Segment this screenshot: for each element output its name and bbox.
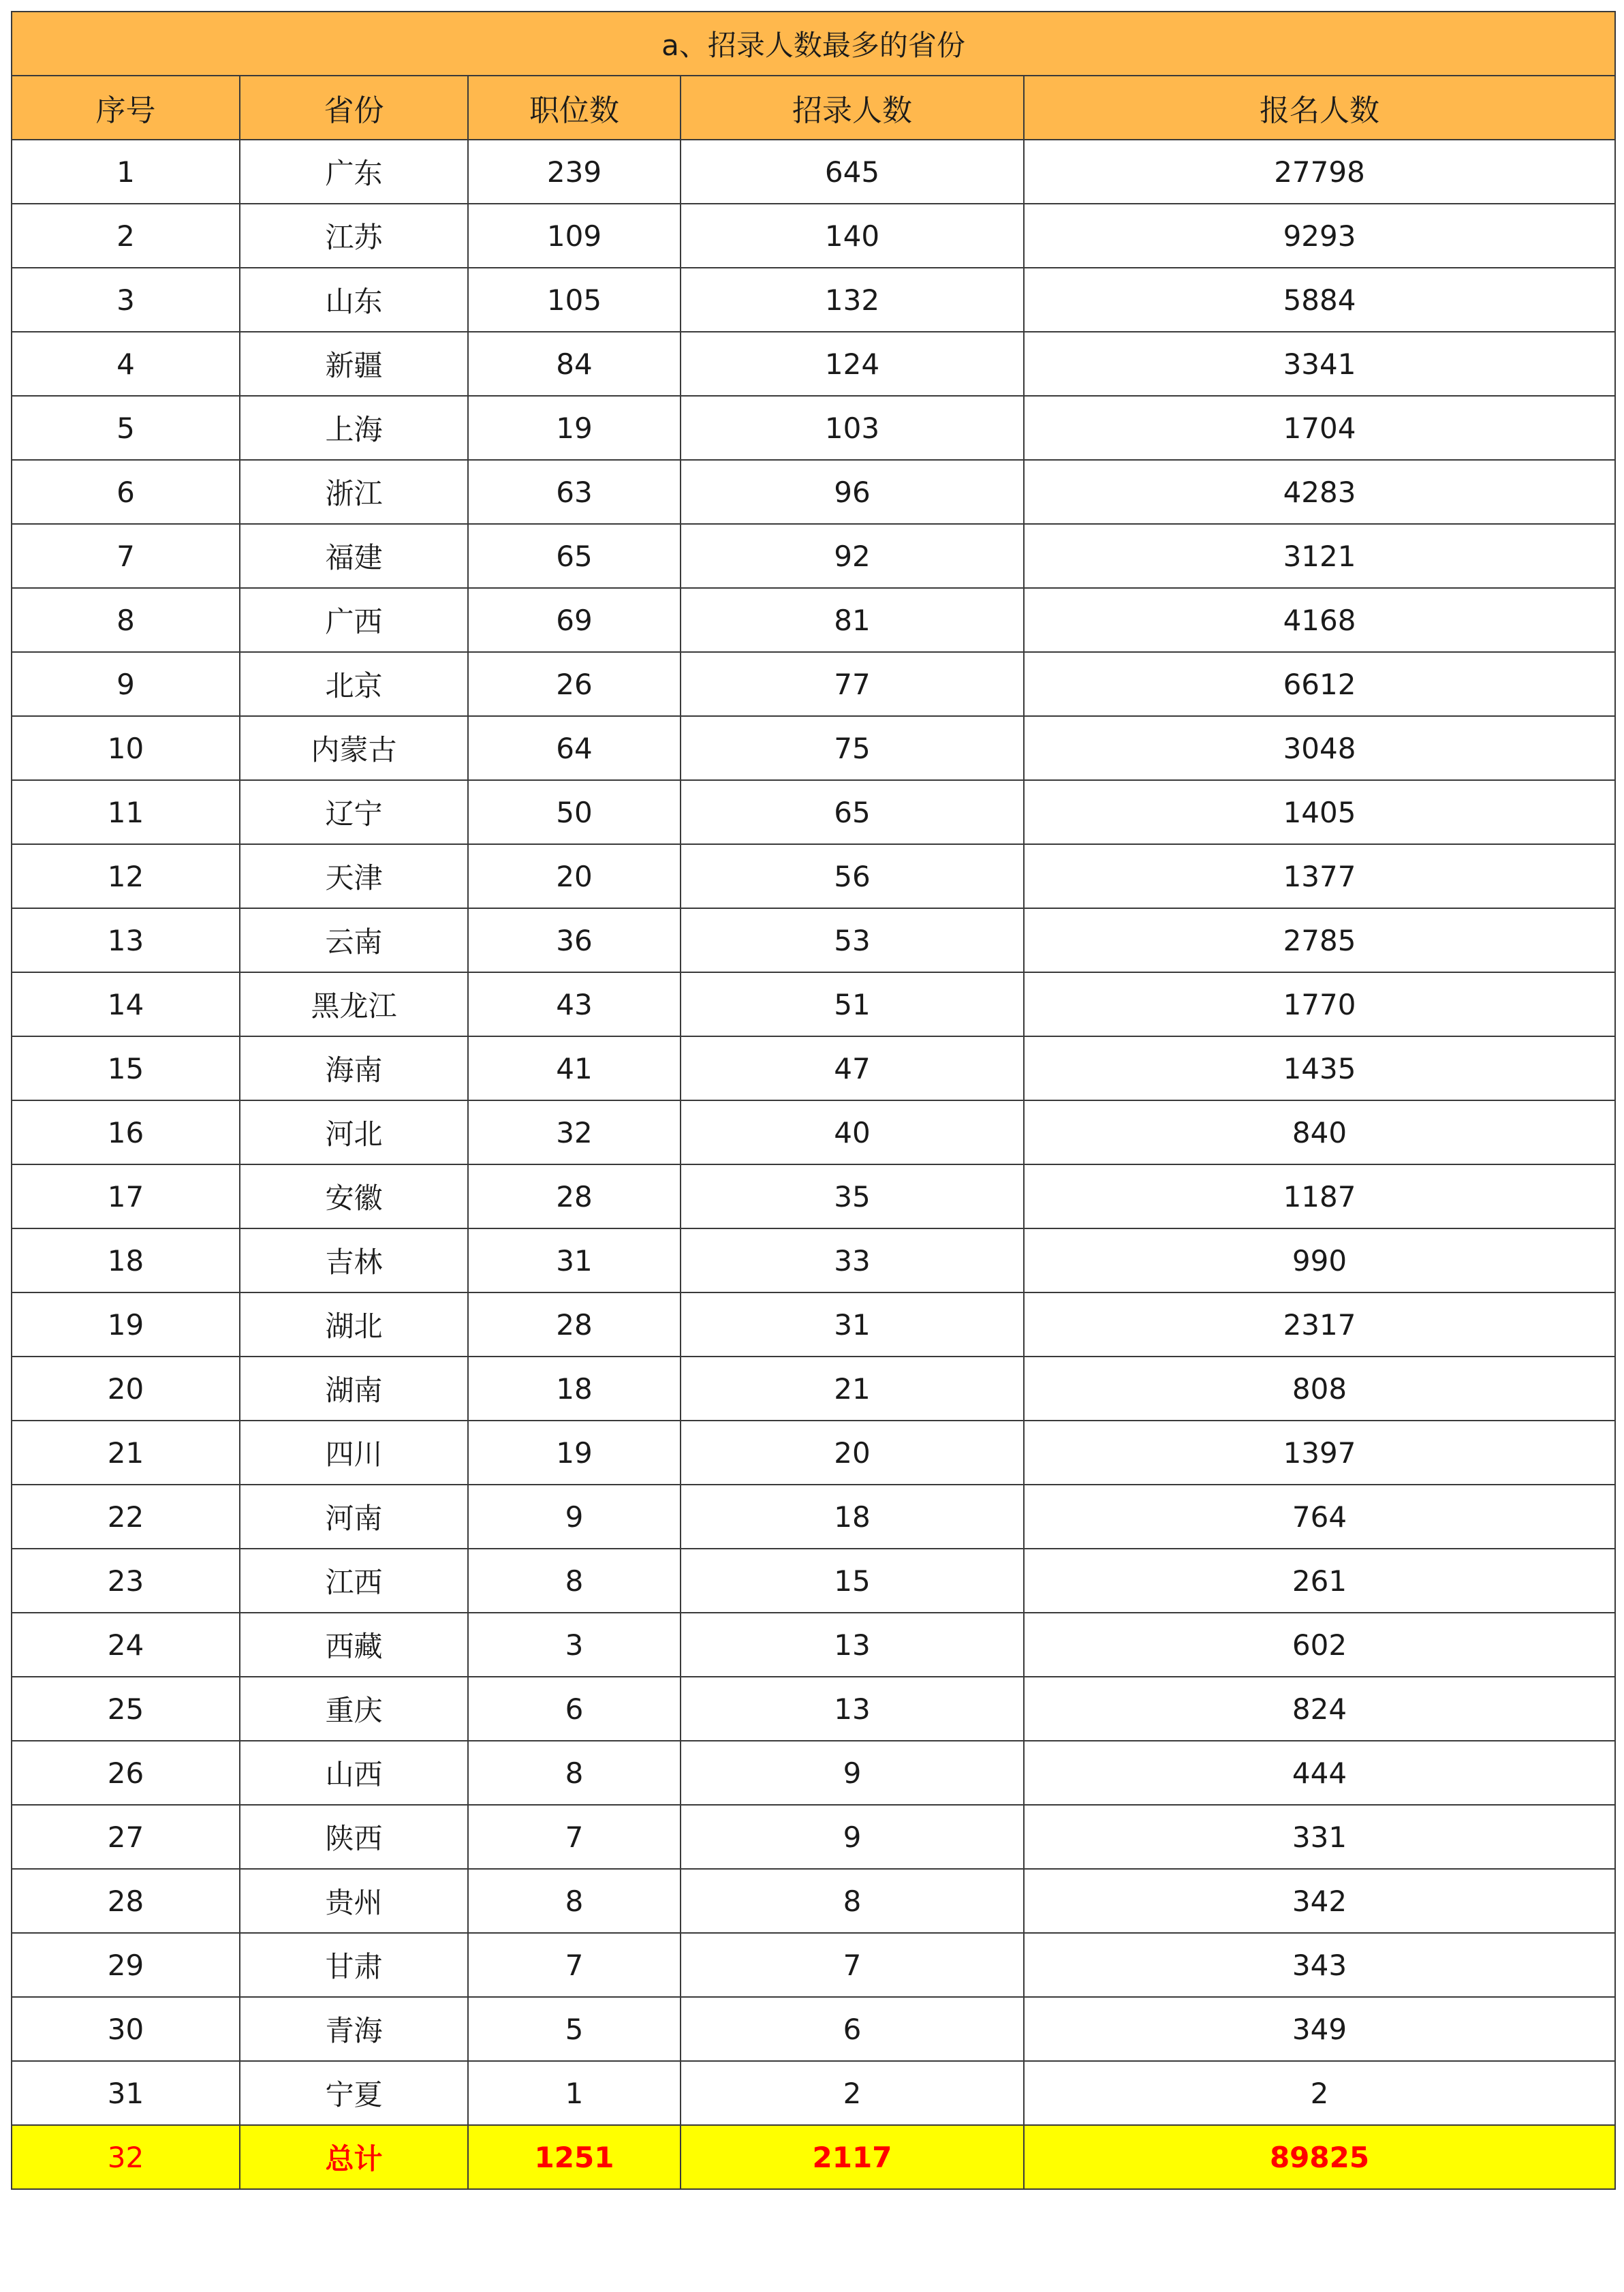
header-recruits: 招录人数: [681, 76, 1024, 140]
cell-recruits: 35: [681, 1164, 1024, 1228]
cell-index: 21: [12, 1421, 240, 1485]
cell-index: 29: [12, 1933, 240, 1997]
cell-province: 吉林: [240, 1228, 468, 1292]
cell-recruits: 33: [681, 1228, 1024, 1292]
cell-province: 山西: [240, 1741, 468, 1805]
cell-recruits: 645: [681, 140, 1024, 204]
table-row: [12, 1100, 1615, 1164]
cell-applicants: 331: [1024, 1805, 1615, 1869]
cell-applicants: 1377: [1024, 844, 1615, 908]
table-row: [12, 1869, 1615, 1933]
cell-applicants: 3341: [1024, 332, 1615, 396]
cell-recruits: 77: [681, 652, 1024, 716]
cell-index: 16: [12, 1100, 240, 1164]
total-recruits: 2117: [681, 2125, 1024, 2189]
table-row: [12, 1421, 1615, 1485]
cell-applicants: 1435: [1024, 1036, 1615, 1100]
cell-applicants: 990: [1024, 1228, 1615, 1292]
cell-applicants: 3048: [1024, 716, 1615, 780]
table-row: [12, 1613, 1615, 1677]
cell-positions: 28: [468, 1164, 681, 1228]
cell-province: 黑龙江: [240, 972, 468, 1036]
total-positions: 1251: [468, 2125, 681, 2189]
table-row: [12, 908, 1615, 972]
table-row: [12, 1741, 1615, 1805]
cell-province: 河南: [240, 1485, 468, 1549]
cell-province: 四川: [240, 1421, 468, 1485]
cell-applicants: 27798: [1024, 140, 1615, 204]
cell-positions: 41: [468, 1036, 681, 1100]
table-row: [12, 1292, 1615, 1357]
cell-recruits: 40: [681, 1100, 1024, 1164]
cell-province: 湖北: [240, 1292, 468, 1357]
cell-index: 19: [12, 1292, 240, 1357]
cell-positions: 109: [468, 204, 681, 268]
cell-positions: 28: [468, 1292, 681, 1357]
cell-recruits: 56: [681, 844, 1024, 908]
cell-index: 27: [12, 1805, 240, 1869]
table-row: [12, 2061, 1615, 2125]
cell-index: 31: [12, 2061, 240, 2125]
cell-positions: 7: [468, 1933, 681, 1997]
cell-applicants: 6612: [1024, 652, 1615, 716]
cell-positions: 1: [468, 2061, 681, 2125]
cell-index: 15: [12, 1036, 240, 1100]
cell-positions: 239: [468, 140, 681, 204]
table-row: [12, 1677, 1615, 1741]
total-label: 总计: [240, 2125, 468, 2189]
total-index: 32: [12, 2125, 240, 2189]
table-row: [12, 1997, 1615, 2061]
cell-positions: 84: [468, 332, 681, 396]
cell-recruits: 92: [681, 524, 1024, 588]
cell-province: 北京: [240, 652, 468, 716]
cell-recruits: 6: [681, 1997, 1024, 2061]
cell-recruits: 75: [681, 716, 1024, 780]
cell-province: 湖南: [240, 1357, 468, 1421]
cell-province: 浙江: [240, 460, 468, 524]
header-row: [12, 76, 1615, 140]
cell-recruits: 9: [681, 1741, 1024, 1805]
table-row: [12, 1357, 1615, 1421]
cell-applicants: 1397: [1024, 1421, 1615, 1485]
table-row: [12, 1933, 1615, 1997]
table-row: [12, 140, 1615, 204]
cell-positions: 50: [468, 780, 681, 844]
cell-index: 3: [12, 268, 240, 332]
cell-index: 9: [12, 652, 240, 716]
table-row: [12, 1036, 1615, 1100]
table-row: [12, 780, 1615, 844]
cell-positions: 8: [468, 1869, 681, 1933]
cell-index: 13: [12, 908, 240, 972]
cell-recruits: 124: [681, 332, 1024, 396]
cell-applicants: 4283: [1024, 460, 1615, 524]
cell-positions: 63: [468, 460, 681, 524]
cell-province: 广东: [240, 140, 468, 204]
cell-index: 1: [12, 140, 240, 204]
cell-province: 西藏: [240, 1613, 468, 1677]
cell-recruits: 15: [681, 1549, 1024, 1613]
cell-index: 11: [12, 780, 240, 844]
cell-recruits: 7: [681, 1933, 1024, 1997]
cell-positions: 19: [468, 396, 681, 460]
table-title: a、招录人数最多的省份: [12, 12, 1615, 76]
cell-positions: 69: [468, 588, 681, 652]
cell-province: 新疆: [240, 332, 468, 396]
table-row: [12, 1228, 1615, 1292]
cell-index: 12: [12, 844, 240, 908]
table-row: [12, 588, 1615, 652]
cell-province: 山东: [240, 268, 468, 332]
cell-index: 20: [12, 1357, 240, 1421]
cell-positions: 6: [468, 1677, 681, 1741]
table-row: [12, 1485, 1615, 1549]
cell-positions: 18: [468, 1357, 681, 1421]
cell-applicants: 9293: [1024, 204, 1615, 268]
cell-recruits: 132: [681, 268, 1024, 332]
cell-province: 安徽: [240, 1164, 468, 1228]
header-index: 序号: [12, 76, 240, 140]
cell-index: 22: [12, 1485, 240, 1549]
cell-index: 2: [12, 204, 240, 268]
cell-recruits: 51: [681, 972, 1024, 1036]
table-row: [12, 1805, 1615, 1869]
cell-applicants: 1770: [1024, 972, 1615, 1036]
table-row: [12, 268, 1615, 332]
cell-province: 宁夏: [240, 2061, 468, 2125]
cell-recruits: 2: [681, 2061, 1024, 2125]
cell-recruits: 13: [681, 1613, 1024, 1677]
cell-applicants: 764: [1024, 1485, 1615, 1549]
total-row: [12, 2125, 1615, 2189]
header-applicants: 报名人数: [1024, 76, 1615, 140]
cell-positions: 20: [468, 844, 681, 908]
cell-positions: 8: [468, 1741, 681, 1805]
table-row: [12, 332, 1615, 396]
cell-index: 24: [12, 1613, 240, 1677]
cell-province: 广西: [240, 588, 468, 652]
cell-province: 天津: [240, 844, 468, 908]
cell-province: 贵州: [240, 1869, 468, 1933]
cell-province: 江苏: [240, 204, 468, 268]
cell-province: 江西: [240, 1549, 468, 1613]
cell-positions: 7: [468, 1805, 681, 1869]
cell-applicants: 261: [1024, 1549, 1615, 1613]
cell-applicants: 343: [1024, 1933, 1615, 1997]
cell-applicants: 824: [1024, 1677, 1615, 1741]
cell-applicants: 4168: [1024, 588, 1615, 652]
cell-index: 14: [12, 972, 240, 1036]
cell-positions: 3: [468, 1613, 681, 1677]
cell-recruits: 47: [681, 1036, 1024, 1100]
cell-index: 26: [12, 1741, 240, 1805]
cell-positions: 36: [468, 908, 681, 972]
cell-applicants: 1704: [1024, 396, 1615, 460]
cell-recruits: 140: [681, 204, 1024, 268]
cell-recruits: 53: [681, 908, 1024, 972]
cell-applicants: 5884: [1024, 268, 1615, 332]
cell-recruits: 20: [681, 1421, 1024, 1485]
cell-recruits: 21: [681, 1357, 1024, 1421]
cell-positions: 64: [468, 716, 681, 780]
cell-applicants: 840: [1024, 1100, 1615, 1164]
cell-province: 陕西: [240, 1805, 468, 1869]
cell-province: 辽宁: [240, 780, 468, 844]
cell-index: 8: [12, 588, 240, 652]
cell-recruits: 96: [681, 460, 1024, 524]
cell-positions: 5: [468, 1997, 681, 2061]
cell-province: 云南: [240, 908, 468, 972]
table-row: [12, 204, 1615, 268]
cell-applicants: 444: [1024, 1741, 1615, 1805]
table-row: [12, 1164, 1615, 1228]
province-recruitment-table: [11, 11, 1616, 2190]
cell-index: 7: [12, 524, 240, 588]
cell-recruits: 31: [681, 1292, 1024, 1357]
table-row: [12, 972, 1615, 1036]
cell-recruits: 18: [681, 1485, 1024, 1549]
cell-province: 重庆: [240, 1677, 468, 1741]
cell-index: 18: [12, 1228, 240, 1292]
table-row: [12, 716, 1615, 780]
cell-index: 10: [12, 716, 240, 780]
cell-applicants: 3121: [1024, 524, 1615, 588]
cell-applicants: 602: [1024, 1613, 1615, 1677]
cell-applicants: 342: [1024, 1869, 1615, 1933]
cell-positions: 9: [468, 1485, 681, 1549]
table-row: [12, 652, 1615, 716]
cell-applicants: 2317: [1024, 1292, 1615, 1357]
cell-positions: 32: [468, 1100, 681, 1164]
cell-province: 福建: [240, 524, 468, 588]
total-applicants: 89825: [1024, 2125, 1615, 2189]
cell-recruits: 8: [681, 1869, 1024, 1933]
cell-applicants: 2785: [1024, 908, 1615, 972]
table-row: [12, 396, 1615, 460]
cell-province: 河北: [240, 1100, 468, 1164]
table-row: [12, 844, 1615, 908]
cell-index: 6: [12, 460, 240, 524]
cell-index: 23: [12, 1549, 240, 1613]
cell-recruits: 103: [681, 396, 1024, 460]
header-positions: 职位数: [468, 76, 681, 140]
table-row: [12, 460, 1615, 524]
cell-applicants: 1187: [1024, 1164, 1615, 1228]
cell-positions: 8: [468, 1549, 681, 1613]
cell-province: 甘肃: [240, 1933, 468, 1997]
cell-index: 4: [12, 332, 240, 396]
cell-index: 17: [12, 1164, 240, 1228]
cell-positions: 105: [468, 268, 681, 332]
cell-province: 海南: [240, 1036, 468, 1100]
cell-applicants: 808: [1024, 1357, 1615, 1421]
cell-applicants: 349: [1024, 1997, 1615, 2061]
cell-positions: 31: [468, 1228, 681, 1292]
cell-recruits: 13: [681, 1677, 1024, 1741]
cell-positions: 26: [468, 652, 681, 716]
cell-positions: 43: [468, 972, 681, 1036]
cell-positions: 19: [468, 1421, 681, 1485]
cell-index: 28: [12, 1869, 240, 1933]
cell-applicants: 2: [1024, 2061, 1615, 2125]
cell-index: 30: [12, 1997, 240, 2061]
cell-recruits: 81: [681, 588, 1024, 652]
table-row: [12, 524, 1615, 588]
table-row: [12, 1549, 1615, 1613]
cell-index: 25: [12, 1677, 240, 1741]
cell-province: 青海: [240, 1997, 468, 2061]
cell-index: 5: [12, 396, 240, 460]
cell-recruits: 9: [681, 1805, 1024, 1869]
cell-recruits: 65: [681, 780, 1024, 844]
cell-applicants: 1405: [1024, 780, 1615, 844]
header-province: 省份: [240, 76, 468, 140]
cell-province: 内蒙古: [240, 716, 468, 780]
cell-positions: 65: [468, 524, 681, 588]
table-title-row: [12, 12, 1615, 76]
cell-province: 上海: [240, 396, 468, 460]
